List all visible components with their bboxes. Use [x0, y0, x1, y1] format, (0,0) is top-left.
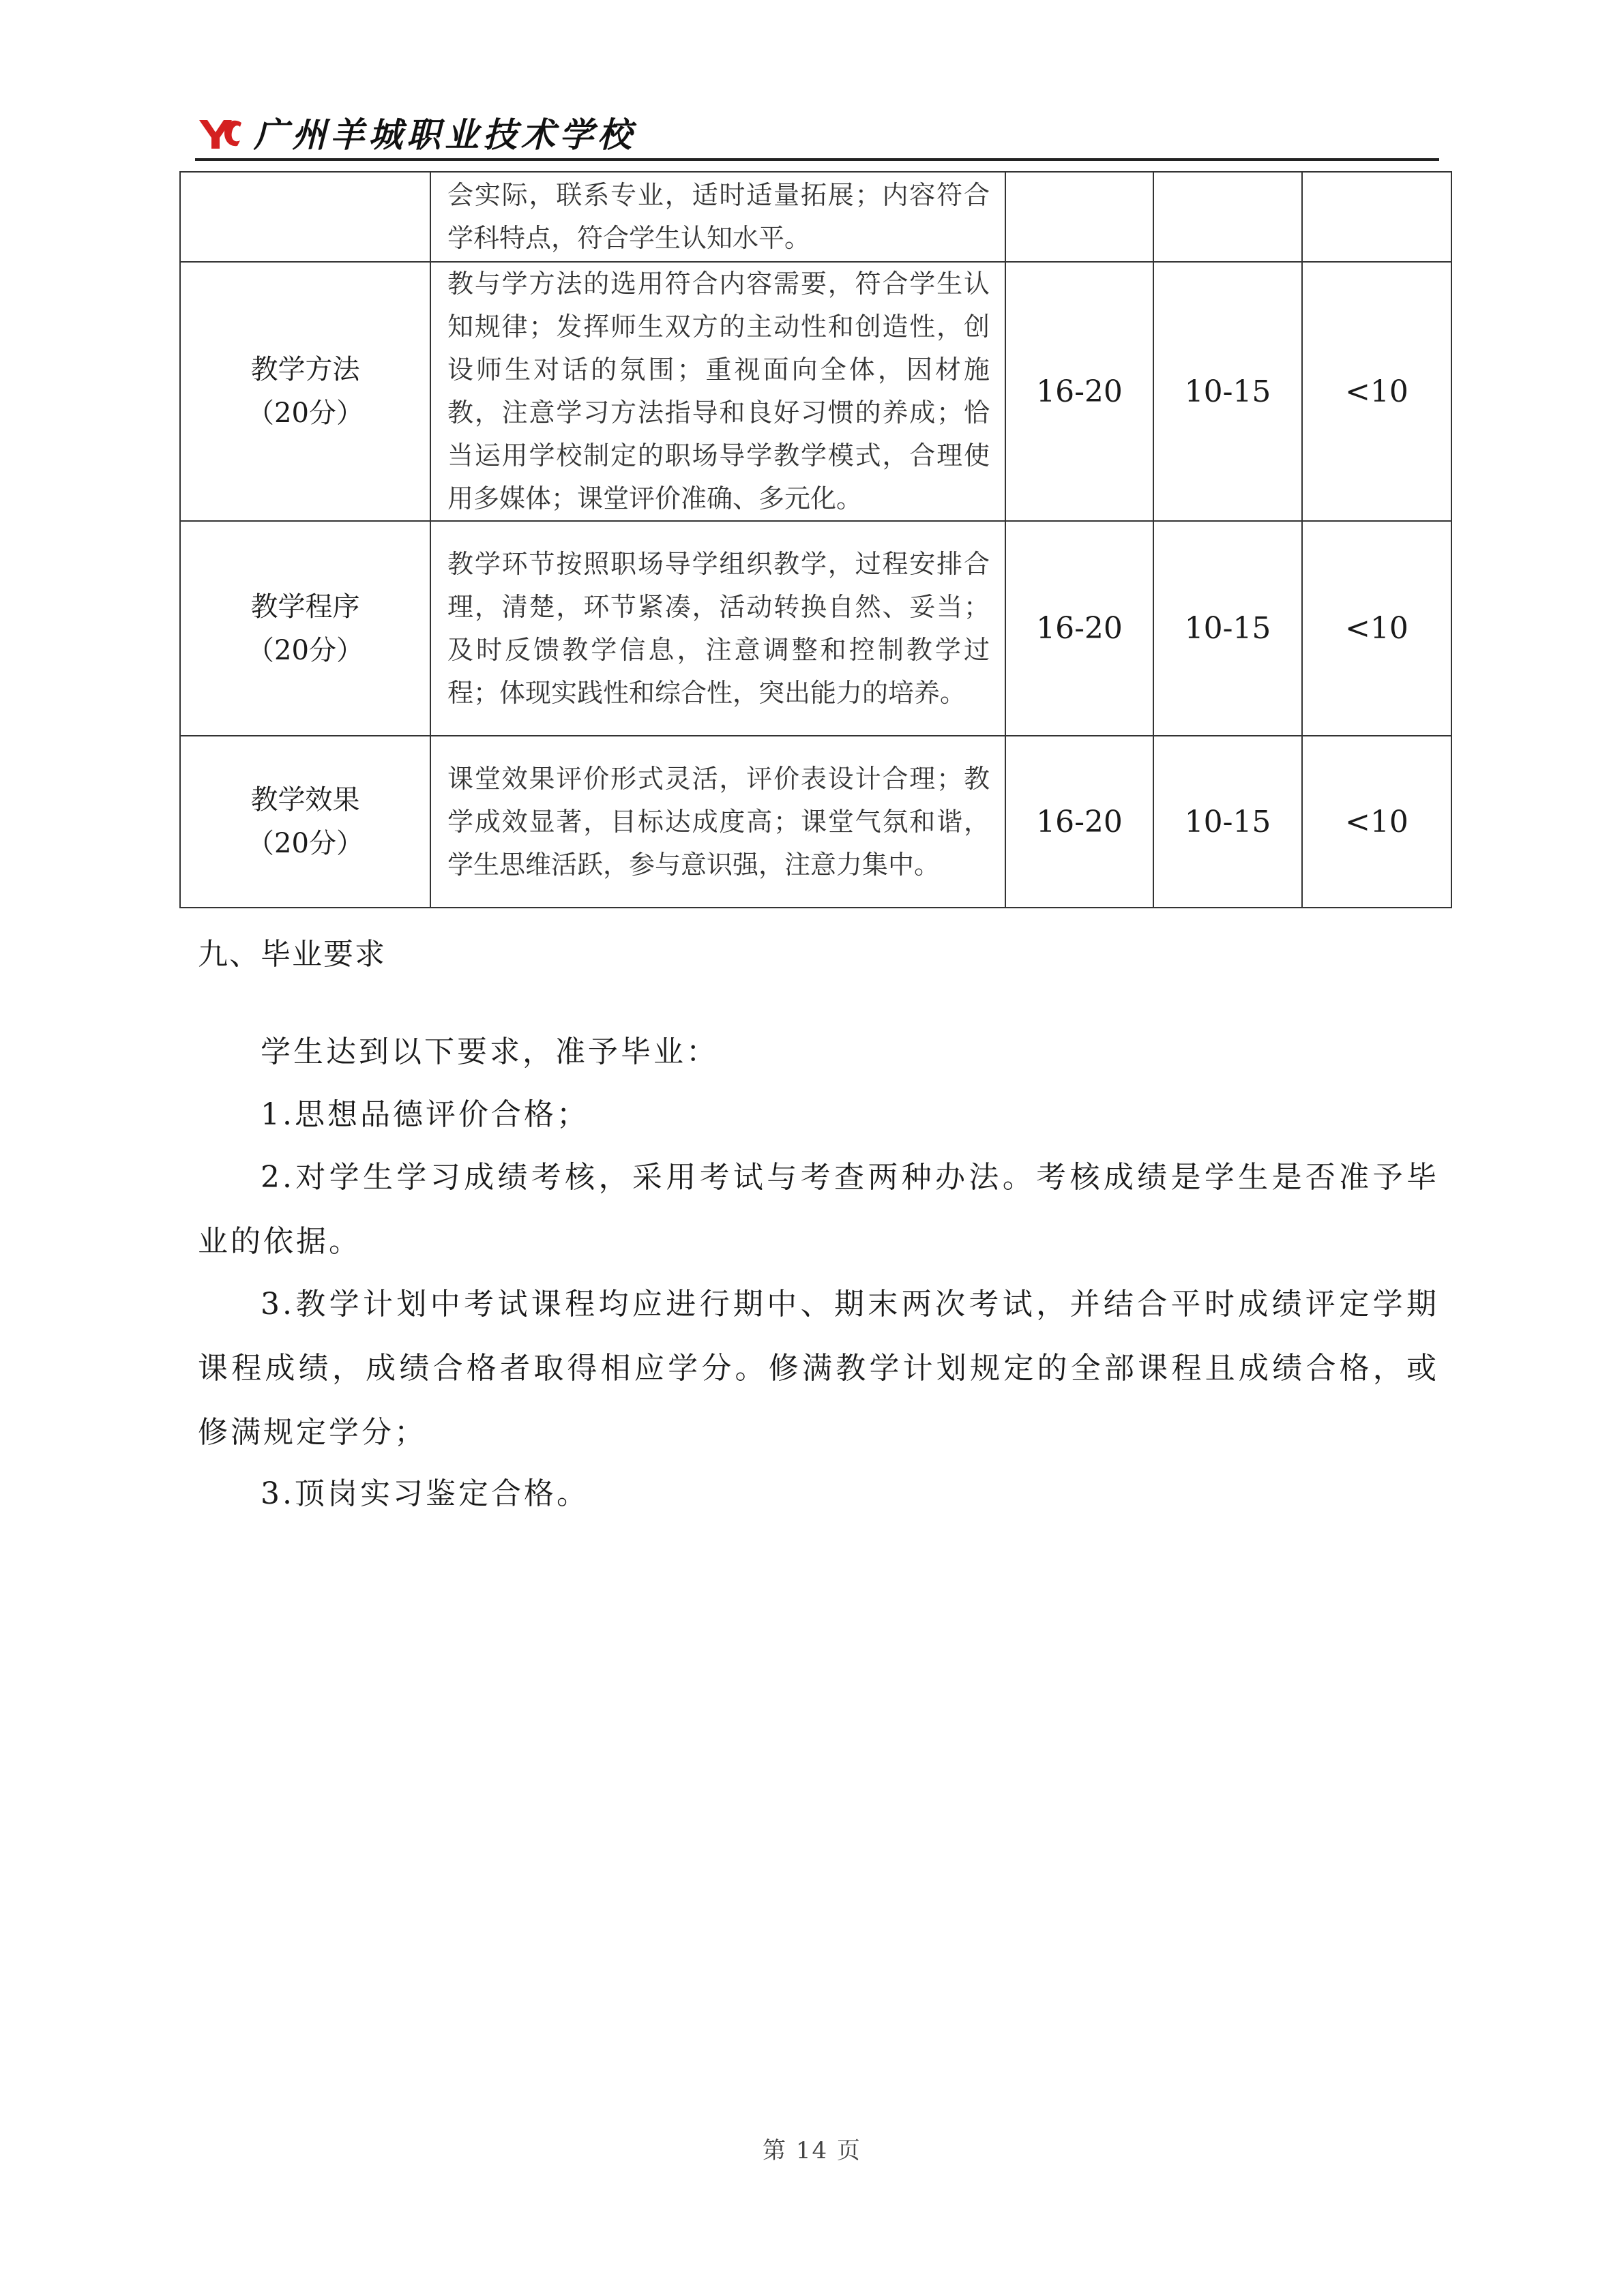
table-row: [180, 736, 1451, 908]
criterion-points: （20分）: [247, 828, 364, 859]
table-row: [180, 172, 1451, 262]
evaluation-table: [179, 171, 1452, 908]
criterion-name: 教学效果: [250, 784, 360, 816]
paragraph: 学生达到以下要求，准予毕业：: [261, 1034, 719, 1069]
score-medium: [1153, 172, 1302, 262]
score-excellent: 16-20: [1005, 736, 1153, 908]
header-divider: [195, 158, 1439, 161]
score-medium: 10-15: [1153, 262, 1302, 521]
school-name: 广州羊城职业技术学校: [254, 115, 636, 155]
paragraph: 2.对学生学习成绩考核，采用考试与考查两种办法。考核成绩是学生是否准予毕业的依据。: [198, 1160, 1439, 1259]
score-medium: 10-15: [1153, 736, 1302, 908]
criterion-points: （20分）: [247, 634, 364, 666]
criterion-name: 教学程序: [250, 591, 360, 623]
criterion-standard: 教学环节按照职场导学组织教学，过程安排合理，清楚，环节紧凑，活动转换自然、妥当；及时反馈教学信息，注意调整和控制教学过程；体现实践性和综合性，突出能力的培养。: [430, 521, 1005, 736]
score-low: <10: [1302, 736, 1451, 908]
criterion-standard: 会实际，联系专业，适时适量拓展；内容符合学科特点，符合学生认知水平。: [430, 172, 1005, 262]
table-row: [180, 521, 1451, 736]
school-logo-icon: [198, 117, 243, 151]
score-excellent: [1005, 172, 1153, 262]
table-row: [180, 262, 1451, 521]
score-medium: 10-15: [1153, 521, 1302, 736]
page-header: [198, 115, 1439, 162]
criterion-name-cell: [180, 521, 430, 736]
paragraph: 1.思想品德评价合格；: [261, 1097, 589, 1132]
criterion-points: （20分）: [247, 398, 364, 429]
criterion-name: 教学方法: [250, 354, 360, 385]
score-low: [1302, 172, 1451, 262]
criterion-name-cell: [180, 262, 430, 521]
score-excellent: 16-20: [1005, 262, 1153, 521]
paragraph: 3.教学计划中考试课程均应进行期中、期末两次考试，并结合平时成绩评定学期课程成绩，成绩合格者取得相应学分。修满教学计划规定的全部课程且成绩合格，或修满规定学分；: [198, 1287, 1439, 1450]
criterion-standard: 教与学方法的选用符合内容需要，符合学生认知规律；发挥师生双方的主动性和创造性，创设师生对话的氛围；重视面向全体，因材施教，注意学习方法指导和良好习惯的养成；恰当运用学校制定的职场导学教学模式，合理使用多媒体；课堂评价准确、多元化。: [430, 262, 1005, 521]
criterion-name-cell: [180, 172, 430, 262]
score-low: <10: [1302, 262, 1451, 521]
paragraph: 3.顶岗实习鉴定合格。: [261, 1476, 589, 1511]
criterion-standard: 课堂效果评价形式灵活，评价表设计合理；教学成效显著，目标达成度高；课堂气氛和谐，学生思维活跃，参与意识强，注意力集中。: [430, 736, 1005, 908]
page-number: 第 14 页: [763, 2137, 861, 2164]
criterion-name-cell: [180, 736, 430, 908]
score-low: <10: [1302, 521, 1451, 736]
score-excellent: 16-20: [1005, 521, 1153, 736]
section-title: 九、毕业要求: [198, 937, 386, 972]
